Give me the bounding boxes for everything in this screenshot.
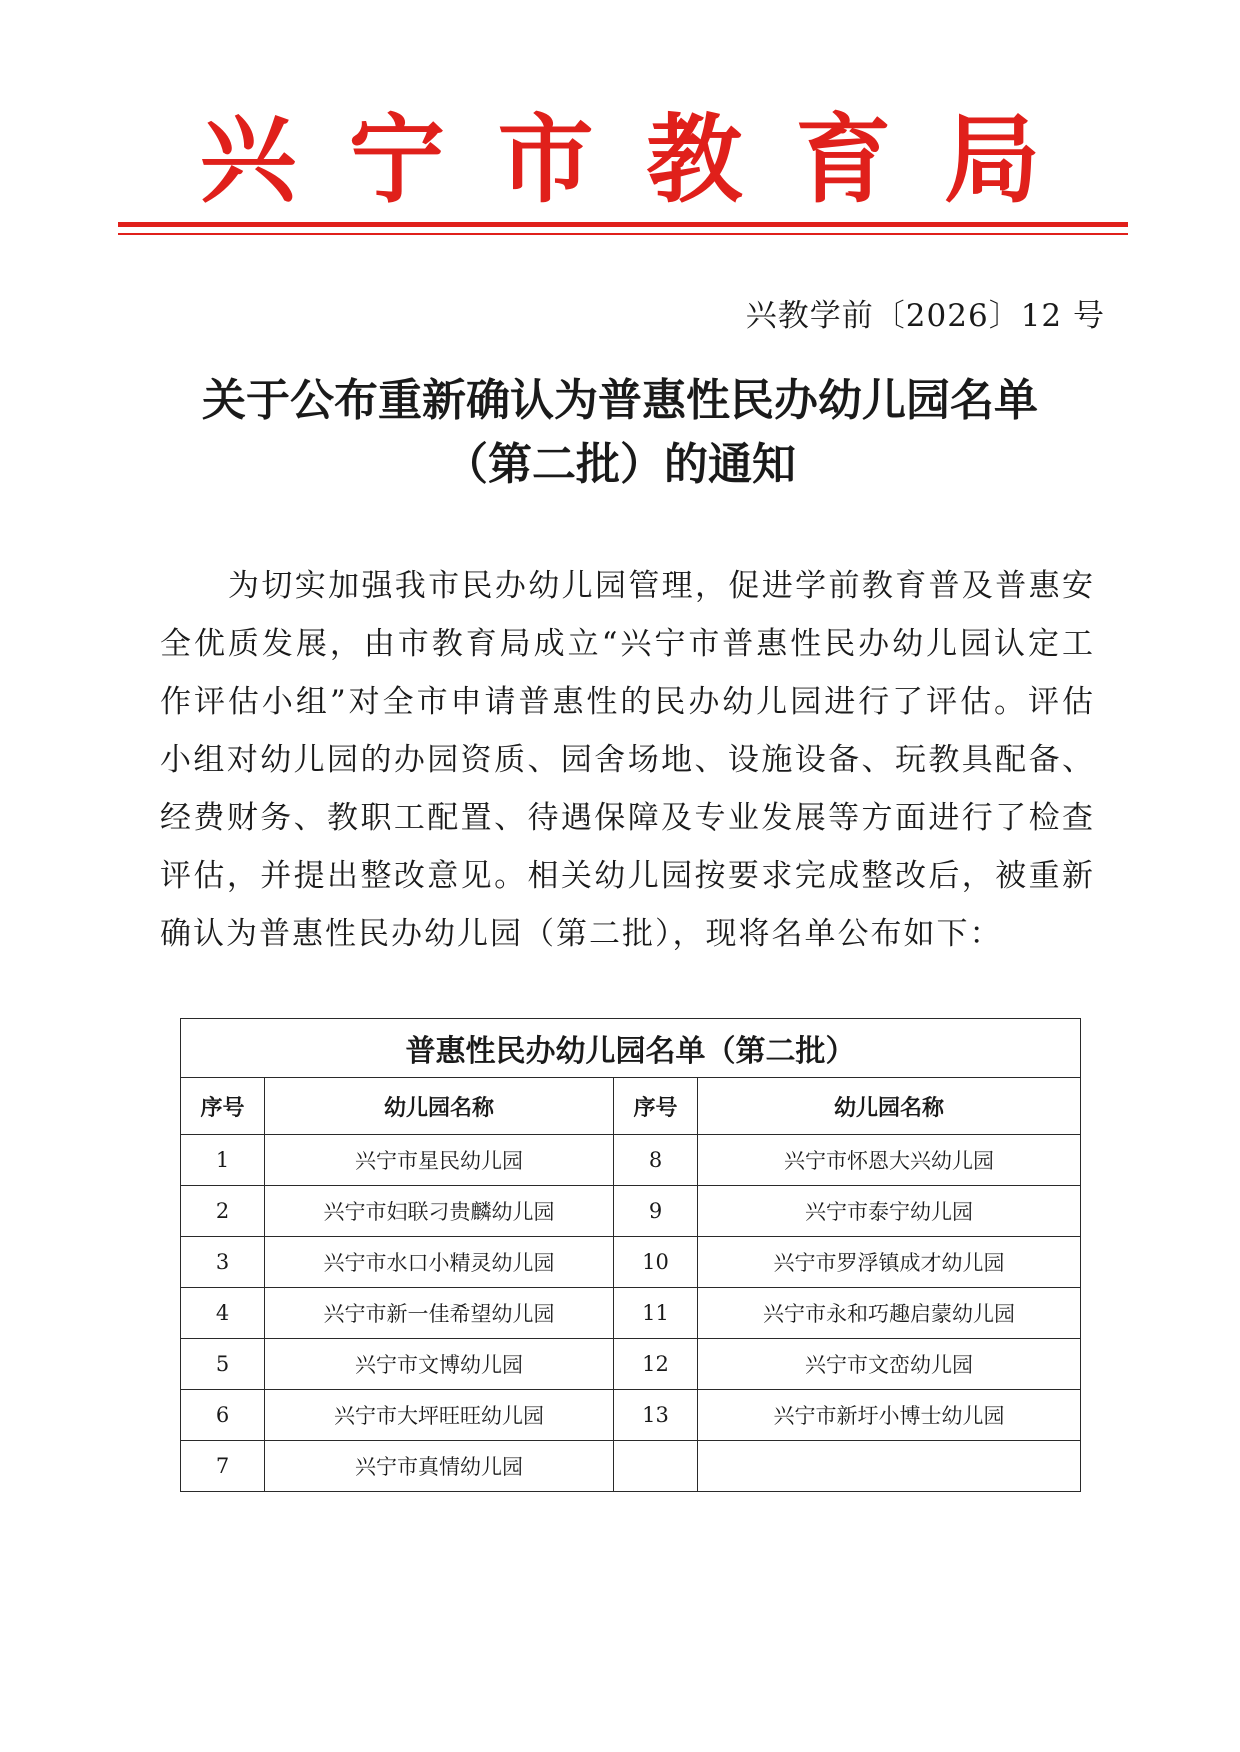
document-title-line-2: （第二批）的通知 (444, 439, 796, 490)
seq-cell: 1 (181, 1135, 265, 1186)
column-header-seq: 序号 (614, 1078, 698, 1135)
kindergarten-name-cell: 兴宁市文峦幼儿园 (698, 1339, 1081, 1390)
table-row (181, 1441, 1081, 1492)
seq-cell (614, 1441, 698, 1492)
table-row (181, 1288, 1081, 1339)
table-row (181, 1390, 1081, 1441)
table-row (181, 1135, 1081, 1186)
kindergarten-name-cell: 兴宁市新一佳希望幼儿园 (265, 1288, 614, 1339)
kindergarten-name-cell: 兴宁市星民幼儿园 (265, 1135, 614, 1186)
kindergarten-name-cell (698, 1441, 1081, 1492)
kindergarten-name-cell: 兴宁市永和巧趣启蒙幼儿园 (698, 1288, 1081, 1339)
header-char: 市 (497, 104, 594, 216)
seq-cell: 3 (181, 1237, 265, 1288)
seq-cell: 12 (614, 1339, 698, 1390)
header-char: 兴 (200, 104, 296, 216)
seq-cell: 4 (181, 1288, 265, 1339)
column-header-name: 幼儿园名称 (698, 1078, 1081, 1135)
kindergarten-name-cell: 兴宁市泰宁幼儿园 (698, 1186, 1081, 1237)
kindergarten-name-cell: 兴宁市罗浮镇成才幼儿园 (698, 1237, 1081, 1288)
kindergarten-name-cell: 兴宁市水口小精灵幼儿园 (265, 1237, 614, 1288)
document-number: 兴教学前〔2026〕12 号 (745, 298, 1105, 334)
kindergarten-name-cell: 兴宁市大坪旺旺幼儿园 (265, 1390, 614, 1441)
seq-cell: 7 (181, 1441, 265, 1492)
table-header-row (181, 1078, 1081, 1135)
table-row (181, 1186, 1081, 1237)
header-divider-thin (118, 233, 1128, 235)
header-char: 教 (646, 104, 743, 216)
seq-cell: 6 (181, 1390, 265, 1441)
header-divider-thick (118, 222, 1128, 227)
kindergarten-name-cell: 兴宁市真情幼儿园 (265, 1441, 614, 1492)
seq-cell: 13 (614, 1390, 698, 1441)
table-row (181, 1237, 1081, 1288)
kindergarten-name-cell: 兴宁市文博幼儿园 (265, 1339, 614, 1390)
column-header-name: 幼儿园名称 (265, 1078, 614, 1135)
body-paragraph: 为切实加强我市民办幼儿园管理，促进学前教育普及普惠安全优质发展，由市教育局成立“兴宁市普惠性民办幼儿园认定工作评估小组”对全市申请普惠性的民办幼儿园进行了评估。评估小组对幼儿园的办园资质、园舍场地、设施设备、玩教具配备、经费财务、教职工配置、待遇保障及专业发展等方面进行了检查评估，并提出整改意见。相关幼儿园按要求完成整改后，被重新确认为普惠性民办幼儿园（第二批），现将名单公布如下： (160, 568, 1095, 952)
kindergarten-list-table (180, 1018, 1081, 1492)
seq-cell: 8 (614, 1135, 698, 1186)
document-title-line-1: 关于公布重新确认为普惠性民办幼儿园名单 (202, 375, 1038, 426)
kindergarten-name-cell: 兴宁市新圩小博士幼儿园 (698, 1390, 1081, 1441)
column-header-seq: 序号 (181, 1078, 265, 1135)
seq-cell: 11 (614, 1288, 698, 1339)
kindergarten-name-cell: 兴宁市怀恩大兴幼儿园 (698, 1135, 1081, 1186)
kindergarten-list-table-wrapper (180, 1018, 1080, 1492)
header-char: 育 (795, 104, 892, 216)
issuing-authority-header (200, 105, 1040, 215)
header-char: 宁 (348, 104, 445, 216)
kindergarten-name-cell: 兴宁市妇联刁贵麟幼儿园 (265, 1186, 614, 1237)
seq-cell: 2 (181, 1186, 265, 1237)
table-row (181, 1339, 1081, 1390)
seq-cell: 5 (181, 1339, 265, 1390)
table-caption: 普惠性民办幼儿园名单（第二批） (181, 1019, 1081, 1078)
header-char: 局 (943, 104, 1040, 216)
seq-cell: 9 (614, 1186, 698, 1237)
seq-cell: 10 (614, 1237, 698, 1288)
